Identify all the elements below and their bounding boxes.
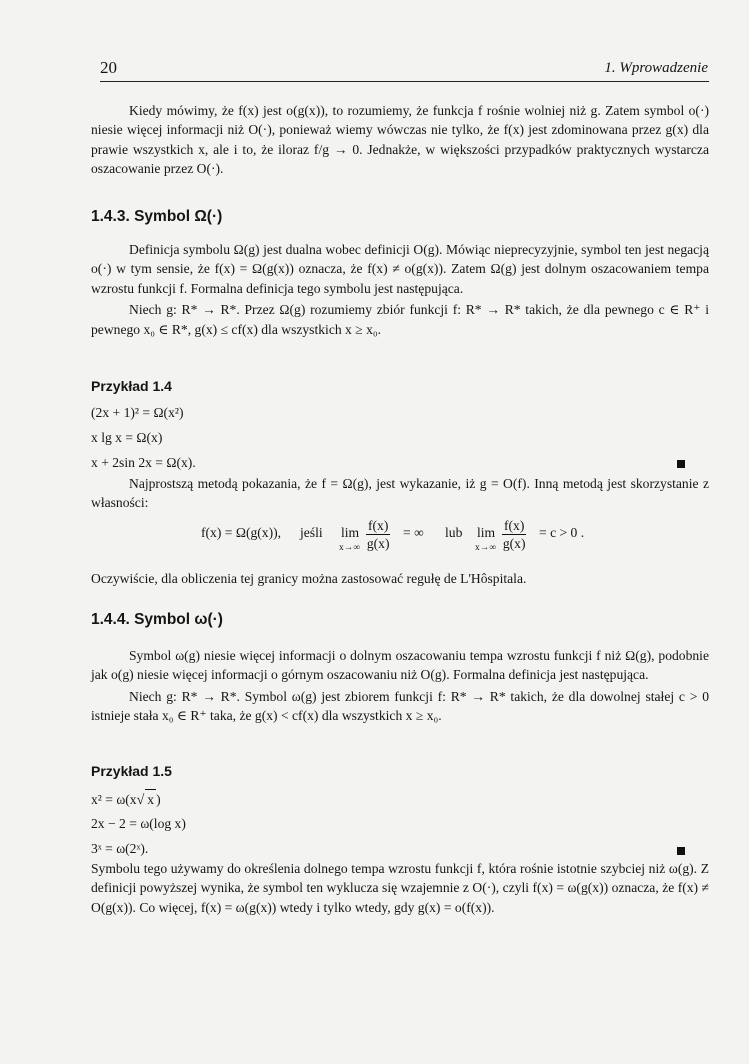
example-1-4-line-1: (2x + 1)² = Ω(x²) (91, 405, 184, 420)
intro-paragraph: Kiedy mówimy, że f(x) jest o(g(x)), to rozumiemy, że funkcja f rośnie wolniej niż g. Zatem symbol o(·) niesie więcej informacji niż O(·), ponieważ wiemy wówczas nie tylko, że f(x) jest zdominowana przez g(x) dla prawie wszystkich x, ale i to, że iloraz f/g → 0. Jednakże, w większości przypadków praktycznych wystarcza oszacowanie przez O(·). (91, 103, 709, 177)
formula-case-infinity: = ∞ (403, 525, 424, 540)
section-heading-small-omega: 1.4.4. Symbol ω(·) (91, 611, 223, 628)
small-omega-usage-block (91, 859, 709, 917)
fraction-2-denominator: g(x) (502, 536, 526, 551)
formula-lhs: f(x) = Ω(g(x)), (201, 525, 282, 540)
fraction-1-numerator: f(x) (368, 518, 389, 533)
example-1-4-line-2: x lg x = Ω(x) (91, 430, 163, 445)
small-omega-paragraph-3: Symbolu tego używamy do określenia dolnego tempa wzrostu funkcji f, która rośnie istotnie szybciej niż ω(g). Z definicji powyższej wynika, że symbol ten wyklucza się wzajemnie z O(·), czyli f(x) = ω(g(x)) oznacza, że f(x) ≠ O(g(x)). Co więcej, f(x) = ω(g(x)) wtedy i tylko wtedy, gdy g(x) = o(f(x)). (91, 861, 709, 915)
square-root-sign: √ (136, 793, 145, 808)
end-of-example-mark (677, 460, 685, 468)
formula-fraction-1 (366, 517, 390, 552)
big-omega-definition-block (91, 240, 709, 339)
limit-formula (0, 512, 749, 560)
formula-case-constant: = c > 0 . (539, 525, 585, 540)
formula-lim-2: lim (477, 525, 496, 540)
fraction-2-numerator: f(x) (504, 518, 525, 533)
example-1-5-line-1-end: ) (156, 792, 161, 807)
square-root-argument: x (145, 789, 156, 809)
chapter-title: 1. Wprowadzenie (604, 60, 708, 76)
example-heading-1-5: Przykład 1.5 (91, 763, 172, 779)
small-omega-paragraph-1: Symbol ω(g) niesie więcej informacji o dolnym oszacowaniu tempa wzrostu funkcji f niż Ω(g), podobnie jak o(g) niesie więcej informacji o górnym oszacowaniu niż O(g). Formalna definicja jest następująca. (91, 648, 709, 683)
formula-if: jeśli (300, 525, 323, 540)
example-1-5-line-1-start: x² = ω(x (91, 792, 137, 807)
intro-paragraph-block (91, 101, 709, 179)
formula-lim-sub-1: x→∞ (339, 543, 361, 553)
formula-lim-1: lim (341, 525, 360, 540)
example-1-5-line-3: 3ˣ = ω(2ˣ). (91, 841, 149, 856)
header-rule (100, 81, 709, 82)
big-omega-method-block (91, 474, 709, 513)
example-1-5-line-1 (91, 789, 161, 810)
example-1-4-line-3: x + 2sin 2x = Ω(x). (91, 455, 196, 470)
formula-lim-sub-2: x→∞ (475, 543, 497, 553)
formula-or: lub (445, 525, 463, 540)
formula-fraction-2 (502, 517, 526, 552)
lhospital-note: Oczywiście, dla obliczenia tej granicy można zastosować regułę de L'Hôspitala. (91, 571, 527, 586)
section-heading-big-omega: 1.4.3. Symbol Ω(·) (91, 208, 223, 225)
big-omega-paragraph-3: Najprostszą metodą pokazania, że f = Ω(g), jest wykazanie, iż g = O(f). Inną metodą jest skorzystanie z własności: (91, 476, 709, 511)
running-header (100, 58, 708, 82)
big-omega-paragraph-2: Niech g: R* → R*. Przez Ω(g) rozumiemy zbiór funkcji f: R* → R* takich, że dla pewnego c ∈ R⁺ i pewnego x₀ ∈ R*, g(x) ≤ cf(x) dla wszystkich x ≥ x₀. (91, 302, 709, 337)
example-1-5-line-2: 2x − 2 = ω(log x) (91, 816, 186, 831)
small-omega-paragraph-2: Niech g: R* → R*. Symbol ω(g) jest zbiorem funkcji f: R* → R* takich, że dla dowolnej stałej c > 0 istnieje stała x₀ ∈ R⁺ taka, że g(x) < cf(x) dla wszystkich x ≥ x₀. (91, 688, 709, 724)
page-number: 20 (100, 58, 117, 77)
big-omega-paragraph-1: Definicja symbolu Ω(g) jest dualna wobec definicji O(g). Mówiąc nieprecyzyjnie, symbol ten jest negacją o(·) w tym sensie, że f(x) = Ω(g(x)) oznacza, że f(x) ≠ o(g(x)). Zatem Ω(g) jest dolnym oszacowaniem tempa wzrostu funkcji f. Formalna definicja tego symbolu jest następująca. (91, 242, 709, 296)
example-heading-1-4: Przykład 1.4 (91, 378, 172, 394)
lhospital-note-block (91, 569, 709, 588)
end-of-example-mark-2 (677, 847, 685, 855)
small-omega-definition-block (91, 646, 709, 726)
fraction-1-denominator: g(x) (366, 536, 390, 551)
